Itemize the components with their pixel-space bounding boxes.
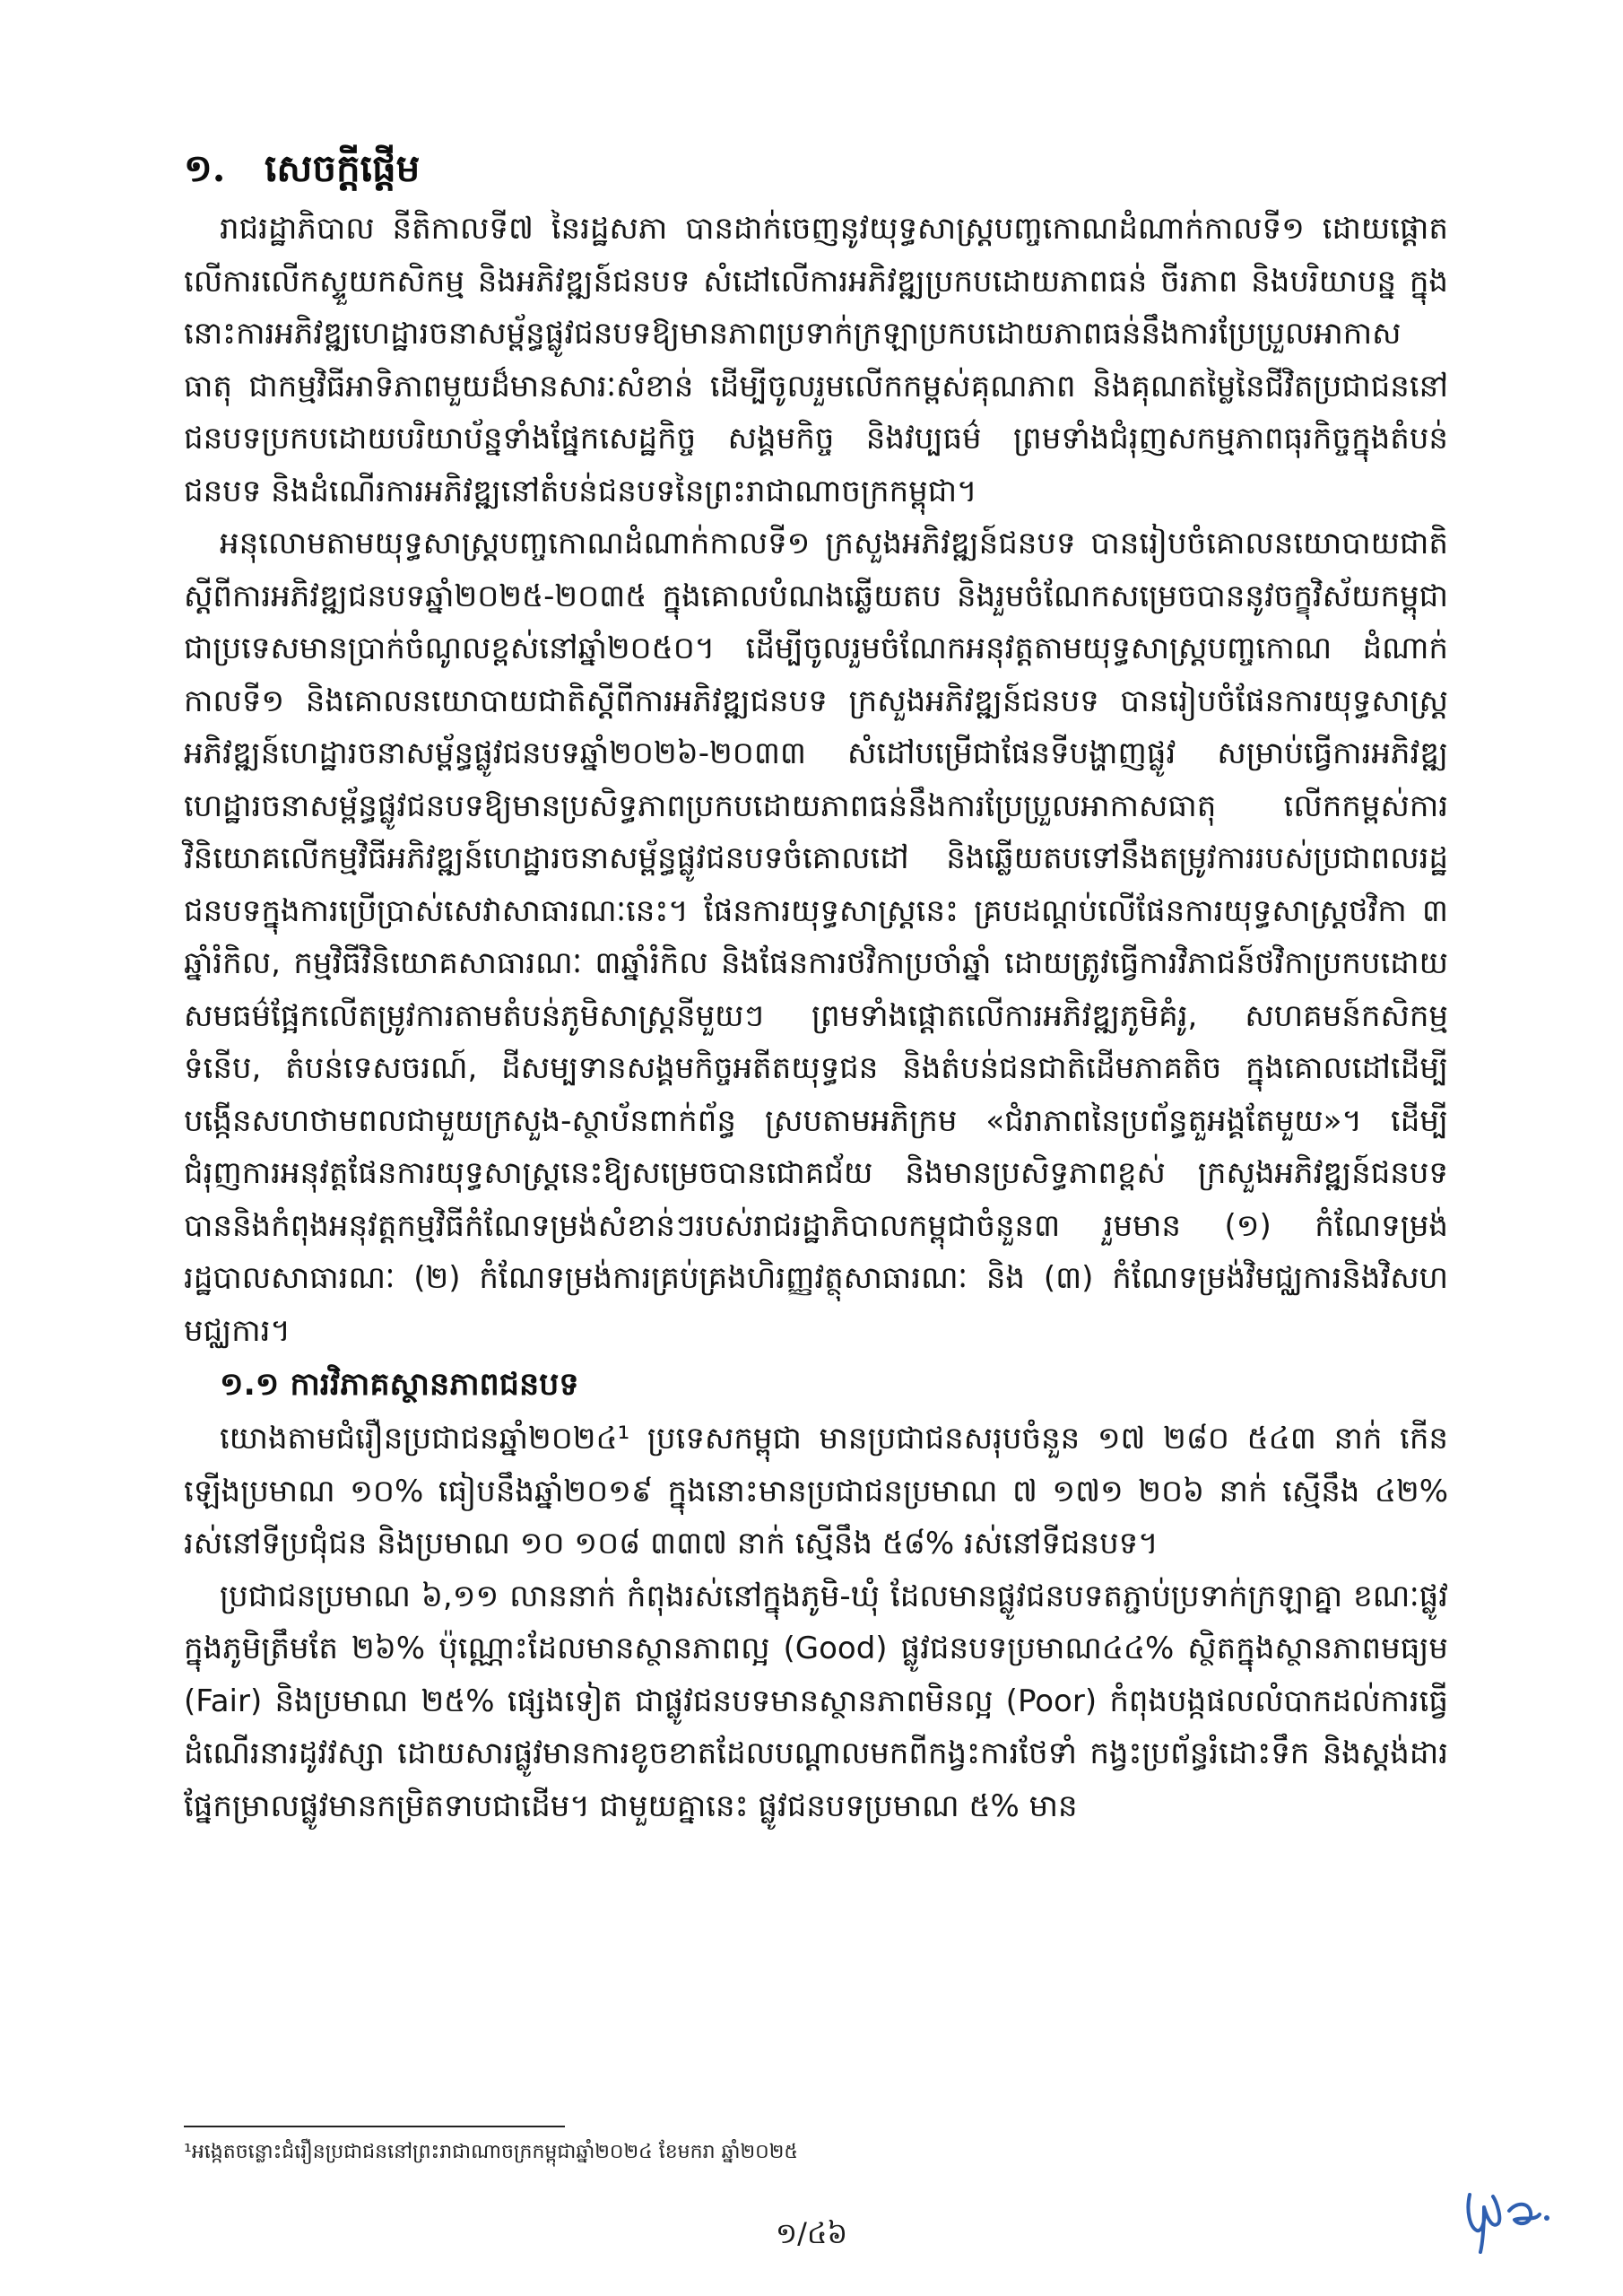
- handwritten-initials: [1457, 2175, 1556, 2256]
- section-heading: [184, 142, 1448, 196]
- analysis-paragraph-1: យោងតាមជំរឿនប្រជាជនឆ្នាំ២០២៤¹ ប្រទេសកម្ពុជា មានប្រជាជនសរុបចំនួន ១៧ ២៨០ ៥៤៣ នាក់ កើនឡើងប្រមាណ ១០% ធៀបនឹងឆ្នាំ២០១៩ ក្នុងនោះមានប្រជាជនប្រមាណ ៧ ១៧១ ២០៦ នាក់ ស្មើនឹង ៤២% រស់នៅទីប្រជុំជន និងប្រមាណ ១០ ១០៨ ៣៣៧ នាក់ ស្មើនឹង ៥៨% រស់នៅទីជនបទ។: [184, 1421, 1448, 1561]
- analysis-paragraph-2: ប្រជាជនប្រមាណ ៦,១១ លាននាក់ កំពុងរស់នៅក្នុងភូមិ-ឃុំ ដែលមានផ្លូវជនបទតភ្ជាប់ប្រទាក់ក្រឡាគ្នា ខណៈផ្លូវក្នុងភូមិត្រឹមតែ ២៦% ប៉ុណ្ណោះដែលមានស្ថានភាពល្អ (Good) ផ្លូវជនបទប្រមាណ៤៤% ស្ថិតក្នុងស្ថានភាពមធ្យម (Fair) និងប្រមាណ ២៥% ផ្សេងទៀត ជាផ្លូវជនបទមានស្ថានភាពមិនល្អ (Poor) កំពុងបង្កផលលំបាកដល់ការធ្វើដំណើរនារដូវវស្សា ដោយសារផ្លូវមានការខូចខាតដែលបណ្តាលមកពីកង្វះការថែទាំ កង្វះប្រព័ន្ធរំដោះទឹក និងស្តង់ដារផ្នែកម្រាលផ្លូវមានកម្រិតទាបជាដើម។ ជាមួយគ្នានេះ ផ្លូវជនបទប្រមាណ ៥% មាន: [184, 1578, 1448, 1824]
- footnote-divider: [184, 2126, 565, 2127]
- section-number: ១.: [184, 146, 226, 190]
- page-number: ១/៤៦: [775, 2216, 848, 2250]
- footnote: ¹អង្កេតចន្លោះជំរឿនប្រជាជននៅព្រះរាជាណាចក្រកម្ពុជាឆ្នាំ២០២៤ ខែមករា ឆ្នាំ២០២៥: [184, 2141, 798, 2163]
- subsection-heading: ១.១ ការវិភាគស្ថានភាពជនបទ: [220, 1367, 579, 1403]
- intro-paragraph-1: រាជរដ្ឋាភិបាល នីតិកាលទី៧ នៃរដ្ឋសភា បានដាក់ចេញនូវយុទ្ធសាស្ត្របញ្ចកោណដំណាក់កាលទី១ ដោយផ្តោតលើការលើកស្ទួយកសិកម្ម និងអភិវឌ្ឍន៍ជនបទ សំដៅលើការអភិវឌ្ឍប្រកបដោយភាពធន់ ចីរភាព និងបរិយាបន្ន ក្នុងនោះការអភិវឌ្ឍហេដ្ឋារចនាសម្ព័ន្ធផ្លូវជនបទឱ្យមានភាពប្រទាក់ក្រឡាប្រកបដោយភាពធន់នឹងការប្រែប្រួលអាកាសធាតុ ជាកម្មវិធីអាទិភាពមួយដ៏មានសារៈសំខាន់ ដើម្បីចូលរួមលើកកម្ពស់គុណភាព និងគុណតម្លៃនៃជីវិតប្រជាជននៅជនបទប្រកបដោយបរិយាប័ន្នទាំងផ្នែកសេដ្ឋកិច្ច សង្គមកិច្ច និងវប្បធម៌ ព្រមទាំងជំរុញសកម្មភាពធុរកិច្ចក្នុងតំបន់ជនបទ និងដំណើរការអភិវឌ្ឍនៅតំបន់ជនបទនៃព្រះរាជាណាចក្រកម្ពុជា។: [184, 211, 1448, 509]
- section-title: សេចក្តីផ្តើម: [265, 146, 421, 190]
- page-content: [184, 142, 1448, 1832]
- intro-paragraph-2: អនុលោមតាមយុទ្ធសាស្ត្របញ្ចកោណដំណាក់កាលទី១ ក្រសួងអភិវឌ្ឍន៍ជនបទ បានរៀបចំគោលនយោបាយជាតិស្តីពីការអភិវឌ្ឍជនបទឆ្នាំ២០២៥-២០៣៥ ក្នុងគោលបំណងឆ្លើយតប និងរួមចំណែកសម្រេចបាននូវចក្ខុវិស័យកម្ពុជា ជាប្រទេសមានប្រាក់ចំណូលខ្ពស់នៅឆ្នាំ២០៥០។ ដើម្បីចូលរួមចំណែកអនុវត្តតាមយុទ្ធសាស្ត្របញ្ចកោណ ដំណាក់កាលទី១ និងគោលនយោបាយជាតិស្តីពីការអភិវឌ្ឍជនបទ ក្រសួងអភិវឌ្ឍន៍ជនបទ បានរៀបចំផែនការយុទ្ធសាស្ត្រអភិវឌ្ឍន៍ហេដ្ឋារចនាសម្ព័ន្ធផ្លូវជនបទឆ្នាំ២០២៦-២០៣៣ សំដៅបម្រើជាផែនទីបង្ហាញផ្លូវ សម្រាប់ធ្វើការអភិវឌ្ឍហេដ្ឋារចនាសម្ព័ន្ធផ្លូវជនបទឱ្យមានប្រសិទ្ធភាពប្រកបដោយភាពធន់នឹងការប្រែប្រួលអាកាសធាតុ លើកកម្ពស់ការវិនិយោគលើកម្មវិធីអភិវឌ្ឍន៍ហេដ្ឋារចនាសម្ព័ន្ធផ្លូវជនបទចំគោលដៅ និងឆ្លើយតបទៅនឹងតម្រូវការរបស់ប្រជាពលរដ្ឋជនបទក្នុងការប្រើប្រាស់សេវាសាធារណៈនេះ។ ផែនការយុទ្ធសាស្ត្រនេះ គ្របដណ្តប់លើផែនការយុទ្ធសាស្ត្រថវិកា ៣ ឆ្នាំរំកិល, កម្មវិធីវិនិយោគសាធារណៈ ៣ឆ្នាំរំកិល និងផែនការថវិកាប្រចាំឆ្នាំ ដោយត្រូវធ្វើការវិភាជន៍ថវិកាប្រកបដោយសមធម៌ផ្អែកលើតម្រូវការតាមតំបន់ភូមិសាស្ត្រនីមួយៗ ព្រមទាំងផ្តោតលើការអភិវឌ្ឍភូមិគំរូ, សហគមន៍កសិកម្មទំនើប, តំបន់ទេសចរណ៍, ដីសម្បទានសង្គមកិច្ចអតីតយុទ្ធជន និងតំបន់ជនជាតិដើមភាគតិច ក្នុងគោលដៅដើម្បីបង្កើនសហថាមពលជាមួយក្រសួង-ស្ថាប័នពាក់ព័ន្ធ ស្របតាមអភិក្រម «ជំរាភាពនៃប្រព័ន្ធតួអង្គតែមួយ»។ ដើម្បីជំរុញការអនុវត្តផែនការយុទ្ធសាស្ត្រនេះឱ្យសម្រេចបានជោគជ័យ និងមានប្រសិទ្ធភាពខ្ពស់ ក្រសួងអភិវឌ្ឍន៍ជនបទ បាននិងកំពុងអនុវត្តកម្មវិធីកំណែទម្រង់សំខាន់ៗរបស់រាជរដ្ឋាភិបាលកម្ពុជាចំនួន៣ រួមមាន (១) កំណែទម្រង់រដ្ឋបាលសាធារណៈ (២) កំណែទម្រង់ការគ្រប់គ្រងហិរញ្ញវត្ថុសាធារណៈ និង (៣) កំណែទម្រង់វិមជ្ឈការនិងវិសហមជ្ឈការ។: [184, 526, 1448, 1349]
